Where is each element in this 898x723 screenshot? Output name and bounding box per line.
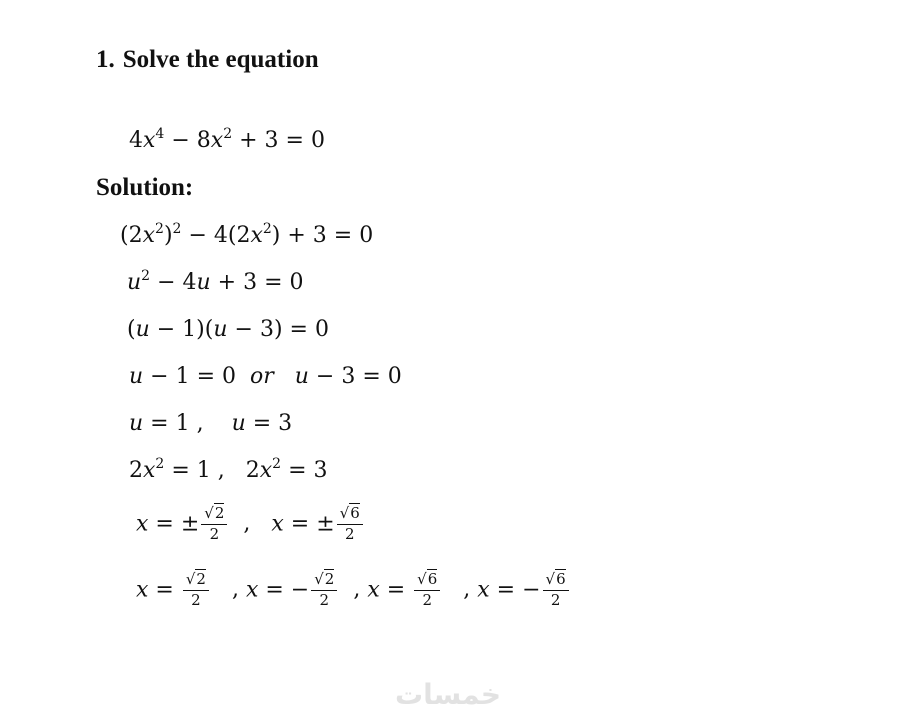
equation-step5: u = 1 , u = 3 [129, 411, 293, 436]
fraction-sqrt6-over-2: $\frac{√6}{2}$ [543, 572, 569, 609]
equation-original: $4x^4 - 8x^2 + 3 = 0$ [129, 126, 325, 153]
solution-label: Solution: [96, 174, 194, 201]
equation-step6: $2x^2 = 1$ , $2x^2 = 3$ [129, 456, 328, 483]
fraction-sqrt6-over-2: $\frac{√6}{2}$ [414, 572, 440, 609]
equation-step4: u − 1 = 0 or u − 3 = 0 [129, 364, 402, 389]
fraction-sqrt2-over-2: $\frac{√2}{2}$ [183, 572, 209, 609]
problem-heading [96, 46, 319, 74]
equation-step1: $(2x^2)^2 - 4(2x^2) + 3 = 0$ [120, 221, 374, 248]
equation-step7: x = ± $\frac{√2}{2}$ , x = ± $\frac{√6}{2}$ [136, 506, 365, 543]
problem-number: 1. [96, 46, 115, 73]
problem-title: Solve the equation [122, 46, 319, 73]
fraction-sqrt2-over-2: $\frac{√2}{2}$ [201, 506, 227, 543]
equation-step8: x = $\frac{√2}{2}$ , x = − $\frac{√2}{2}$ , x = $\frac{√6}{2}$ , x = − $\frac{√6}{2}$ [136, 572, 571, 609]
fraction-sqrt6-over-2: $\frac{√6}{2}$ [337, 506, 363, 543]
or-connector: or [250, 364, 274, 389]
fraction-sqrt2-over-2: $\frac{√2}{2}$ [311, 572, 337, 609]
watermark: خمسات [395, 678, 502, 711]
equation-step2: $u^2 - 4u + 3 = 0$ [127, 268, 304, 295]
equation-step3: (u − 1)(u − 3) = 0 [127, 317, 329, 342]
